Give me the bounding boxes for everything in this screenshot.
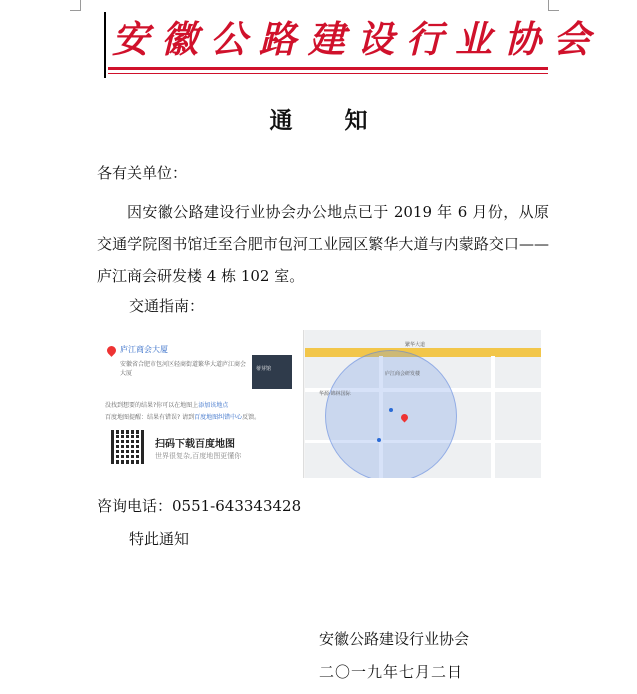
download-title: 扫码下载百度地图 (155, 439, 235, 450)
signature-org: 安徽公路建设行业协会 (319, 630, 470, 648)
signature-date: 二〇一九年七月二日 (319, 663, 464, 681)
letterhead-title: 安徽公路建设行业协会 (112, 17, 602, 61)
tip-text: 百度地图提醒：结果有错误? 请到 (105, 414, 195, 421)
qr-code-icon (111, 430, 145, 464)
salutation: 各有关单位： (97, 164, 188, 182)
map-label-building: 庐江商会研发楼 (385, 371, 421, 377)
map-dot (377, 438, 381, 442)
poi-thumbnail (252, 355, 292, 389)
crop-mark-top-right (548, 0, 559, 11)
poi-card (97, 330, 304, 478)
thumb-caption: 蒂芽馆 (256, 366, 272, 372)
tip-line (105, 412, 260, 421)
map-label-road: 繁华大道 (405, 342, 426, 348)
map-view (305, 330, 541, 478)
tip-suffix: 反馈。 (242, 414, 261, 421)
contact-phone: 咨询电话：0551-643343428 (97, 497, 302, 515)
letterhead-rule-thin (108, 73, 548, 74)
guide-label: 交通指南： (129, 297, 205, 315)
closing-line: 特此通知 (129, 530, 190, 548)
location-pin-icon (105, 344, 118, 357)
download-subtitle: 世界很复杂,百度地图更懂你 (155, 452, 242, 460)
notice-body (97, 196, 549, 292)
map-label-area: 华源·锦林国际 (319, 391, 351, 397)
text-cursor (104, 12, 106, 78)
notice-title: 通 知 (269, 108, 390, 134)
letterhead-rule-thick (108, 67, 548, 70)
road (491, 356, 495, 478)
main-road (305, 348, 541, 357)
map-screenshot (97, 330, 541, 478)
feedback-link: 百度地图纠错中心 (194, 414, 243, 421)
poi-address: 安徽省合肥市包河区轻商街道繁华大道庐江商会大厦 (120, 361, 247, 377)
crop-mark-top-left (70, 0, 81, 11)
not-found-line (105, 400, 228, 409)
not-found-text: 没找到想要的结果?你可以在地图上 (105, 402, 199, 409)
add-place-link: 添加该地点 (198, 402, 229, 409)
map-dot (389, 408, 393, 412)
poi-name: 庐江商会大厦 (120, 345, 168, 354)
body-paragraph: 因安徽公路建设行业协会办公地点已于 2019 年 6 月份，从原交通学院图书馆迁至合肥市包河工业园区繁华大道与内蒙路交口——庐江商会研发楼 4 栋 102 室。 (97, 203, 549, 285)
